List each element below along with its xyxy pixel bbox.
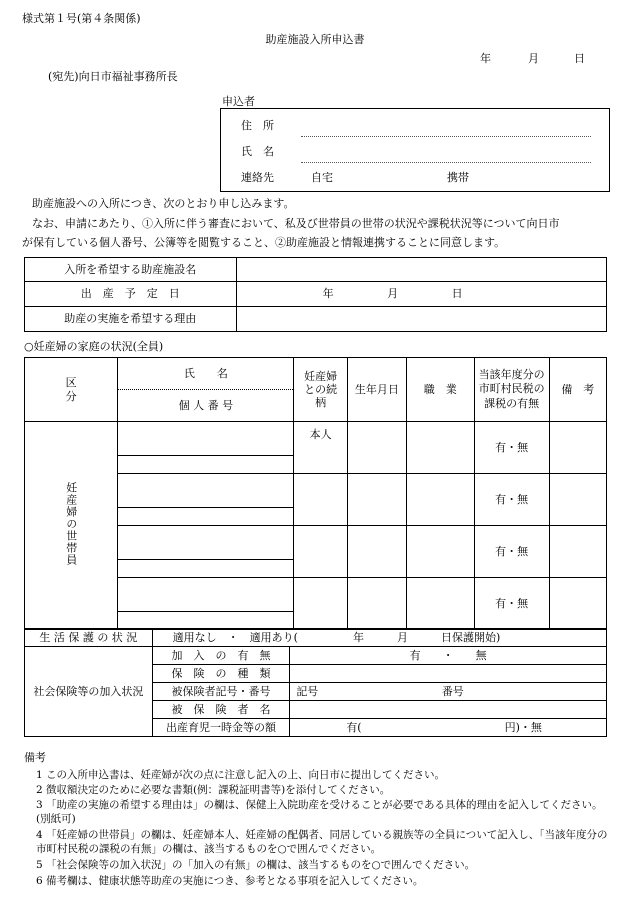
date-day-label: 日	[574, 52, 585, 65]
remark-item: 4 「妊産婦の世帯員」の欄は、妊産婦本人、妊産婦の配偶者、同居している親族等の全員について記入し、「当該年度分の市町村民税の課税の有無」の欄は、該当するものを○で囲んでください。	[36, 829, 608, 856]
facility-name-label: 入所を希望する助産施設名	[25, 258, 237, 282]
welfare-status[interactable]: 適用なし ・ 適用あり( 年 月 日保護開始)	[152, 629, 606, 647]
member-name-field[interactable]	[118, 474, 294, 508]
header-tax: 当該年度分の市町村民税の課税の有無	[474, 358, 549, 422]
member-note-field[interactable]	[549, 422, 606, 474]
household-table	[24, 357, 607, 630]
header-section: 区分	[25, 358, 118, 422]
remark-item: 6 備考欄は、健康状態等助産の実施につき、参考となる事項を記入してください。	[36, 875, 424, 887]
header-relation: 妊産婦との続柄	[294, 358, 347, 422]
address-label: 住 所	[241, 119, 274, 132]
insurance-table	[24, 628, 607, 737]
insured-person-label: 被 保 険 者 名	[152, 701, 290, 719]
home-phone-label: 自宅	[311, 171, 333, 184]
member-name-field[interactable]	[118, 422, 294, 456]
member-job-field[interactable]	[406, 578, 474, 630]
member-tax-status[interactable]: 有・無	[474, 578, 549, 630]
member-note-field[interactable]	[549, 526, 606, 578]
name-label: 氏 名	[241, 145, 274, 158]
member-relation[interactable]: 本人	[294, 422, 347, 474]
member-birth-field[interactable]	[347, 422, 406, 474]
member-relation[interactable]	[294, 526, 347, 578]
intro-line-1: 助産施設への入所につき、次のとおり申し込みます。	[32, 197, 295, 210]
reason-label: 助産の実施を希望する理由	[25, 307, 237, 332]
member-job-field[interactable]	[406, 422, 474, 474]
member-id-field[interactable]	[118, 560, 294, 578]
welfare-label: 生 活 保 護 の 状 況	[25, 629, 153, 647]
remark-item: 5 「社会保険等の加入状況」の「加入の有無」の欄は、該当するものを○で囲んでください。	[36, 859, 476, 871]
reason-field[interactable]	[236, 307, 606, 332]
member-tax-status[interactable]: 有・無	[474, 526, 549, 578]
lump-sum-field[interactable]: 有( 円)・無	[290, 719, 607, 737]
member-birth-field[interactable]	[347, 474, 406, 526]
member-id-field[interactable]	[118, 612, 294, 630]
household-section-title: ○妊産婦の家庭の状況(全員)	[24, 340, 164, 353]
number-label: 番号	[441, 684, 464, 698]
intro-line-2: なお、申請にあたり、①入所に伴う審査において、私及び世帯員の世帯の状況や課税状況等について向日市	[32, 217, 560, 230]
insurance-type-label: 保 険 の 種 類	[152, 665, 290, 683]
contact-label: 連絡先	[241, 171, 274, 184]
remark-item: 3 「助産の実施の希望する理由は」の欄は、保健上入院助産を受けることが必要である具体的理由を記入してください。(別紙可)	[36, 799, 603, 826]
member-name-field[interactable]	[118, 526, 294, 560]
remarks-title: 備考	[24, 751, 46, 764]
member-tax-status[interactable]: 有・無	[474, 422, 549, 474]
header-birth: 生年月日	[347, 358, 406, 422]
due-year-label: 年	[322, 287, 334, 301]
member-relation[interactable]	[294, 474, 347, 526]
member-note-field[interactable]	[549, 474, 606, 526]
facility-table	[24, 257, 607, 332]
header-note: 備 考	[549, 358, 606, 422]
member-note-field[interactable]	[549, 578, 606, 630]
insurance-label: 社会保険等の加入状況	[25, 647, 153, 737]
applicant-box	[220, 108, 610, 192]
facility-name-field[interactable]	[236, 258, 606, 282]
date-year-label: 年	[480, 52, 491, 65]
lump-sum-label: 出産育児一時金等の額	[152, 719, 290, 737]
symbol-label: 記号	[296, 684, 319, 698]
address-field[interactable]	[301, 136, 591, 137]
insurance-type-field[interactable]	[290, 665, 607, 683]
insured-number-field[interactable]	[290, 683, 607, 701]
household-group-label: 妊産婦の世帯員	[25, 422, 118, 630]
due-date-field[interactable]	[236, 282, 606, 307]
enroll-status[interactable]: 有 ・ 無	[290, 647, 607, 665]
remark-item: 2 徴収額決定のために必要な書類(例：課税証明書等)を添付してください。	[36, 784, 391, 796]
member-job-field[interactable]	[406, 526, 474, 578]
header-id: 個 人 番 号	[118, 390, 294, 422]
member-birth-field[interactable]	[347, 526, 406, 578]
addressee: (宛先)向日市福祉事務所長	[48, 70, 178, 83]
enroll-label: 加 入 の 有 無	[152, 647, 290, 665]
member-tax-status[interactable]: 有・無	[474, 474, 549, 526]
member-relation[interactable]	[294, 578, 347, 630]
member-id-field[interactable]	[118, 508, 294, 526]
due-date-label: 出 産 予 定 日	[25, 282, 237, 307]
form-number: 様式第１号(第４条関係)	[22, 12, 141, 25]
applicant-label: 申込者	[222, 95, 255, 108]
insured-number-label: 被保険者記号・番号	[152, 683, 290, 701]
form-title: 助産施設入所申込書	[265, 33, 365, 46]
member-birth-field[interactable]	[347, 578, 406, 630]
mobile-phone-label: 携帯	[447, 171, 469, 184]
name-field[interactable]	[301, 162, 591, 163]
intro-line-3: が保有している個人番号、公簿等を閲覧すること、②助産施設と情報連携することに同意します。	[22, 236, 506, 249]
due-day-label: 日	[451, 287, 463, 301]
due-month-label: 月	[387, 287, 399, 301]
member-name-field[interactable]	[118, 578, 294, 612]
header-name: 氏 名	[118, 358, 294, 390]
header-job: 職 業	[406, 358, 474, 422]
member-id-field[interactable]	[118, 456, 294, 474]
insured-person-field[interactable]	[290, 701, 607, 719]
remark-item: 1 この入所申込書は、妊産婦が次の点に注意し記入の上、向日市に提出してください。	[36, 769, 446, 781]
member-job-field[interactable]	[406, 474, 474, 526]
date-month-label: 月	[528, 52, 539, 65]
